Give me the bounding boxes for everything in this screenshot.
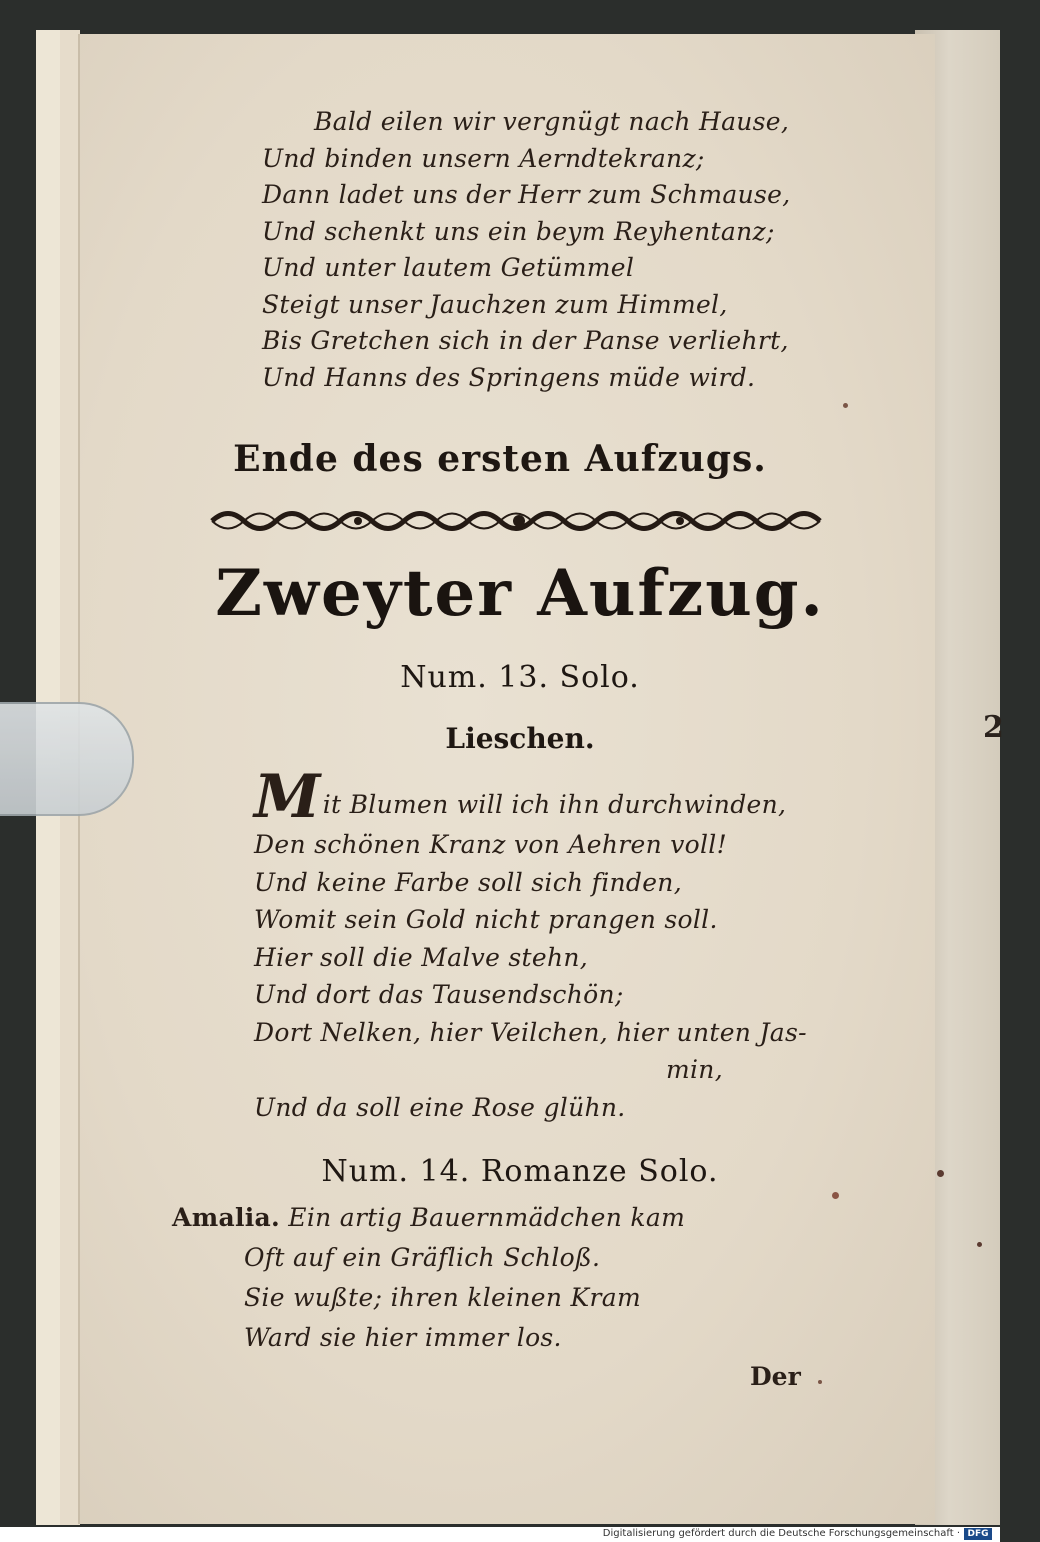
footer-bar	[0, 1527, 1000, 1542]
verse-line: Und da soll eine Rose glühn.	[254, 1092, 626, 1122]
verse-line: Sie wußte; ihren kleinen Kram	[244, 1283, 641, 1312]
ink-spot	[843, 403, 848, 408]
verse-line: Ward sie hier immer los.	[244, 1323, 562, 1352]
act-title: Zweyter Aufzug.	[215, 556, 825, 631]
verse-top	[262, 104, 790, 396]
verse-line: Dort Nelken, hier Veilchen, hier unten Jas-	[254, 1017, 807, 1047]
ink-spot	[818, 1380, 822, 1384]
verse-line: Bis Gretchen sich in der Panse verliehrt,	[262, 326, 789, 355]
verse-line: Womit sein Gold nicht prangen soll.	[254, 905, 718, 934]
verse-line: Hier soll die Malve stehn,	[254, 942, 589, 972]
page-tab-marker	[0, 702, 134, 816]
verse-line: Steigt unser Jauchzen zum Himmel,	[262, 289, 728, 319]
dfg-logo: DFG	[964, 1528, 992, 1540]
verse-line: Und dort das Tausendschön;	[254, 980, 624, 1009]
verse-line: Dann ladet uns der Herr zum Schmause,	[262, 180, 791, 209]
verse-line-first	[254, 758, 807, 832]
verse-line: it Blumen will ich ihn durchwinden,	[322, 790, 787, 819]
number-heading-14: Num. 14. Romanze Solo.	[321, 1154, 719, 1189]
verse-line: Und keine Farbe soll sich finden,	[254, 867, 682, 897]
verse-line: Ein artig Bauernmädchen kam	[288, 1203, 686, 1232]
verse-line: Bald eilen wir vergnügt nach Hause,	[314, 107, 790, 136]
romance-amalia	[172, 1198, 685, 1358]
verse-line: Und schenkt uns ein beym Reyhentanz;	[262, 216, 775, 246]
ink-spot	[977, 1242, 982, 1247]
number-heading-13: Num. 13. Solo.	[400, 660, 640, 695]
verse-line: Und Hanns des Springens müde wird.	[262, 362, 756, 392]
ornament-divider	[208, 500, 830, 542]
verse-line: Und binden unsern Aerndtekranz;	[262, 143, 705, 173]
speaker-name: Lieschen.	[445, 722, 595, 755]
verse-line: Den schönen Kranz von Aehren voll!	[254, 830, 727, 859]
drop-cap: M	[254, 762, 321, 832]
funding-notice: Digitalisierung gefördert durch die Deutsche Forschungsgemeinschaft ·	[602, 1528, 960, 1539]
verse-line-first	[172, 1198, 685, 1238]
verse-line: Oft auf ein Gräflich Schloß.	[244, 1243, 601, 1272]
ink-spot	[832, 1192, 839, 1199]
verse-line-wrap: min,	[666, 1055, 723, 1084]
song-lieschen	[254, 758, 807, 1126]
end-of-act-heading: Ende des ersten Aufzugs.	[233, 438, 767, 480]
speaker-name: Amalia.	[172, 1203, 281, 1232]
catchword: Der	[750, 1362, 801, 1391]
verse-line: Und unter lautem Getümmel	[262, 253, 635, 282]
adjacent-page-fragment: 2	[983, 710, 1004, 745]
